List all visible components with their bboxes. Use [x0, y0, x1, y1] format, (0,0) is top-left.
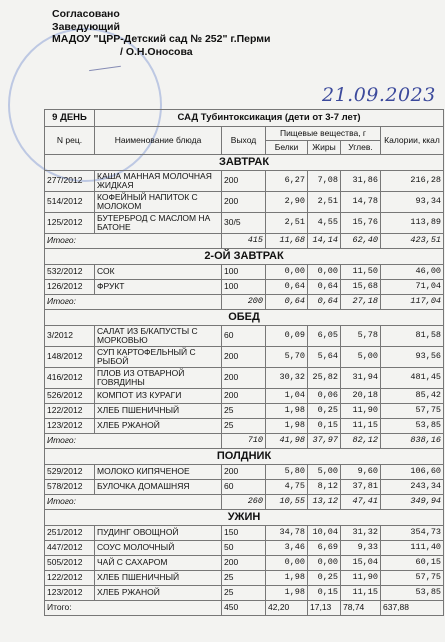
- calories-value: 46,00: [381, 265, 444, 280]
- total-fat: 14,14: [308, 234, 341, 249]
- calories-value: 53,85: [381, 419, 444, 434]
- calories-value: 106,60: [381, 465, 444, 480]
- protein-value: 1,98: [266, 586, 308, 601]
- portion-size: 25: [222, 586, 266, 601]
- calories-value: 53,85: [381, 586, 444, 601]
- recipe-number: 526/2012: [45, 389, 95, 404]
- dish-name: МОЛОКО КИПЯЧЕНОЕ: [95, 465, 222, 480]
- total-carbs: 27,18: [341, 295, 381, 310]
- recipe-number: 123/2012: [45, 586, 95, 601]
- total-calories: 423,51: [381, 234, 444, 249]
- dish-name: ПУДИНГ ОВОЩНОЙ: [95, 526, 222, 541]
- protein-value: 2,90: [266, 192, 308, 213]
- grand-total-portion: 450: [222, 601, 266, 616]
- total-label: Итого:: [45, 495, 222, 510]
- calories-value: 85,42: [381, 389, 444, 404]
- protein-value: 1,98: [266, 404, 308, 419]
- dish-name: ПЛОВ ИЗ ОТВАРНОЙ ГОВЯДИНЫ: [95, 368, 222, 389]
- portion-size: 100: [222, 265, 266, 280]
- recipe-number: 122/2012: [45, 571, 95, 586]
- col-fat-header: Жиры: [308, 141, 341, 155]
- dish-name: КАША МАННАЯ МОЛОЧНАЯ ЖИДКАЯ: [95, 171, 222, 192]
- fat-value: 0,00: [308, 265, 341, 280]
- carbs-value: 11,90: [341, 404, 381, 419]
- portion-size: 25: [222, 404, 266, 419]
- portion-size: 25: [222, 419, 266, 434]
- total-portion: 415: [222, 234, 266, 249]
- carbs-value: 9,33: [341, 541, 381, 556]
- calories-value: 216,28: [381, 171, 444, 192]
- portion-size: 25: [222, 571, 266, 586]
- section-total-row: [45, 495, 444, 510]
- calories-value: 71,04: [381, 280, 444, 295]
- carbs-value: 11,15: [341, 419, 381, 434]
- carbs-value: 5,00: [341, 347, 381, 368]
- section-header: [45, 510, 444, 526]
- col-prot-header: Белки: [266, 141, 308, 155]
- col-carb-header: Углев.: [341, 141, 381, 155]
- total-fat: 13,12: [308, 495, 341, 510]
- section-title: ОБЕД: [45, 310, 444, 326]
- menu-row: [45, 265, 444, 280]
- dish-name: БУТЕРБРОД С МАСЛОМ НА БАТОНЕ: [95, 213, 222, 234]
- menu-row: [45, 419, 444, 434]
- total-label: Итого:: [45, 434, 222, 449]
- approval-line: Согласовано: [52, 8, 120, 20]
- handwritten-date: 21.09.2023: [322, 84, 436, 106]
- section-title: 2-ОЙ ЗАВТРАК: [45, 249, 444, 265]
- calories-value: 113,89: [381, 213, 444, 234]
- dish-name: ХЛЕБ ПШЕНИЧНЫЙ: [95, 571, 222, 586]
- dish-name: ХЛЕБ РЖАНОЙ: [95, 419, 222, 434]
- menu-row: [45, 480, 444, 495]
- menu-row: [45, 192, 444, 213]
- menu-row: [45, 526, 444, 541]
- grand-total-protein: 42,20: [266, 601, 308, 616]
- recipe-number: 125/2012: [45, 213, 95, 234]
- calories-value: 57,75: [381, 571, 444, 586]
- recipe-number: 123/2012: [45, 419, 95, 434]
- fat-value: 8,12: [308, 480, 341, 495]
- total-portion: 710: [222, 434, 266, 449]
- dish-name: ФРУКТ: [95, 280, 222, 295]
- calories-value: 93,56: [381, 347, 444, 368]
- fat-value: 0,00: [308, 556, 341, 571]
- carbs-value: 14,78: [341, 192, 381, 213]
- section-total-row: [45, 295, 444, 310]
- section-title: ПОЛДНИК: [45, 449, 444, 465]
- portion-size: 200: [222, 556, 266, 571]
- fat-value: 0,25: [308, 571, 341, 586]
- total-protein: 0,64: [266, 295, 308, 310]
- dish-name: ХЛЕБ ПШЕНИЧНЫЙ: [95, 404, 222, 419]
- calories-value: 111,40: [381, 541, 444, 556]
- dish-name: САЛАТ ИЗ Б/КАПУСТЫ С МОРКОВЬЮ: [95, 326, 222, 347]
- fat-value: 6,69: [308, 541, 341, 556]
- section-header: [45, 249, 444, 265]
- recipe-number: 505/2012: [45, 556, 95, 571]
- carbs-value: 11,50: [341, 265, 381, 280]
- portion-size: 200: [222, 347, 266, 368]
- col-out-header: Выход: [222, 127, 266, 155]
- carbs-value: 11,15: [341, 586, 381, 601]
- carbs-value: 9,60: [341, 465, 381, 480]
- recipe-number: 532/2012: [45, 265, 95, 280]
- portion-size: 200: [222, 368, 266, 389]
- recipe-number: 514/2012: [45, 192, 95, 213]
- dish-name: СОУС МОЛОЧНЫЙ: [95, 541, 222, 556]
- fat-value: 10,04: [308, 526, 341, 541]
- recipe-number: 122/2012: [45, 404, 95, 419]
- protein-value: 0,00: [266, 556, 308, 571]
- grand-total-calories: 637,88: [381, 601, 444, 616]
- portion-size: 60: [222, 480, 266, 495]
- menu-row: [45, 465, 444, 480]
- menu-row: [45, 389, 444, 404]
- approval-header: [52, 8, 271, 58]
- fat-value: 4,55: [308, 213, 341, 234]
- carbs-value: 15,68: [341, 280, 381, 295]
- portion-size: 150: [222, 526, 266, 541]
- grand-total-row: [45, 601, 444, 616]
- fat-value: 7,08: [308, 171, 341, 192]
- recipe-number: 529/2012: [45, 465, 95, 480]
- menu-row: [45, 541, 444, 556]
- calories-value: 60,15: [381, 556, 444, 571]
- menu-row: [45, 571, 444, 586]
- total-carbs: 47,41: [341, 495, 381, 510]
- protein-value: 0,00: [266, 265, 308, 280]
- portion-size: 30/5: [222, 213, 266, 234]
- protein-value: 0,09: [266, 326, 308, 347]
- protein-value: 0,64: [266, 280, 308, 295]
- carbs-value: 5,78: [341, 326, 381, 347]
- portion-size: 200: [222, 171, 266, 192]
- dish-name: ЧАЙ С САХАРОМ: [95, 556, 222, 571]
- section-title: УЖИН: [45, 510, 444, 526]
- total-fat: 0,64: [308, 295, 341, 310]
- total-carbs: 82,12: [341, 434, 381, 449]
- section-header: [45, 155, 444, 171]
- menu-row: [45, 586, 444, 601]
- fat-value: 2,51: [308, 192, 341, 213]
- carbs-value: 37,81: [341, 480, 381, 495]
- total-calories: 838,16: [381, 434, 444, 449]
- protein-value: 5,70: [266, 347, 308, 368]
- recipe-number: 126/2012: [45, 280, 95, 295]
- portion-size: 200: [222, 192, 266, 213]
- total-label: Итого:: [45, 295, 222, 310]
- grand-total-label: Итого:: [45, 601, 222, 616]
- calories-value: 81,58: [381, 326, 444, 347]
- col-nutr-header: Пищевые вещества, г: [266, 127, 381, 141]
- recipe-number: 578/2012: [45, 480, 95, 495]
- portion-size: 60: [222, 326, 266, 347]
- menu-title: САД Тубинтоксикация (дети от 3-7 лет): [95, 110, 444, 127]
- grand-total-fat: 17,13: [308, 601, 341, 616]
- protein-value: 6,27: [266, 171, 308, 192]
- col-rec-header: N рец.: [45, 127, 95, 155]
- total-calories: 117,04: [381, 295, 444, 310]
- fat-value: 6,05: [308, 326, 341, 347]
- portion-size: 200: [222, 465, 266, 480]
- dish-name: КОМПОТ ИЗ КУРАГИ: [95, 389, 222, 404]
- section-header: [45, 310, 444, 326]
- dish-name: СУП КАРТОФЕЛЬНЫЙ С РЫБОЙ: [95, 347, 222, 368]
- protein-value: 30,32: [266, 368, 308, 389]
- total-calories: 349,94: [381, 495, 444, 510]
- dish-name: БУЛОЧКА ДОМАШНЯЯ: [95, 480, 222, 495]
- dish-name: СОК: [95, 265, 222, 280]
- total-protein: 10,55: [266, 495, 308, 510]
- carbs-value: 15,76: [341, 213, 381, 234]
- total-fat: 37,97: [308, 434, 341, 449]
- recipe-number: 251/2012: [45, 526, 95, 541]
- grand-total-carbs: 78,74: [341, 601, 381, 616]
- protein-value: 2,51: [266, 213, 308, 234]
- section-total-row: [45, 234, 444, 249]
- total-carbs: 62,40: [341, 234, 381, 249]
- menu-row: [45, 347, 444, 368]
- fat-value: 0,25: [308, 404, 341, 419]
- fat-value: 5,00: [308, 465, 341, 480]
- recipe-number: 416/2012: [45, 368, 95, 389]
- protein-value: 5,80: [266, 465, 308, 480]
- menu-row: [45, 213, 444, 234]
- total-protein: 41,98: [266, 434, 308, 449]
- protein-value: 1,04: [266, 389, 308, 404]
- carbs-value: 11,90: [341, 571, 381, 586]
- menu-row: [45, 556, 444, 571]
- portion-size: 200: [222, 389, 266, 404]
- protein-value: 1,98: [266, 571, 308, 586]
- col-name-header: Наименование блюда: [95, 127, 222, 155]
- total-protein: 11,68: [266, 234, 308, 249]
- dish-name: ХЛЕБ РЖАНОЙ: [95, 586, 222, 601]
- calories-value: 93,34: [381, 192, 444, 213]
- day-label: 9 ДЕНЬ: [45, 110, 95, 127]
- calories-value: 354,73: [381, 526, 444, 541]
- fat-value: 0,64: [308, 280, 341, 295]
- fat-value: 5,64: [308, 347, 341, 368]
- carbs-value: 31,86: [341, 171, 381, 192]
- total-portion: 200: [222, 295, 266, 310]
- carbs-value: 31,32: [341, 526, 381, 541]
- fat-value: 25,82: [308, 368, 341, 389]
- total-label: Итого:: [45, 234, 222, 249]
- section-title: ЗАВТРАК: [45, 155, 444, 171]
- fat-value: 0,06: [308, 389, 341, 404]
- calories-value: 243,34: [381, 480, 444, 495]
- col-cal-header: Калории, ккал: [381, 127, 444, 155]
- position-line: Заведующий: [52, 20, 120, 33]
- section-total-row: [45, 434, 444, 449]
- calories-value: 57,75: [381, 404, 444, 419]
- menu-row: [45, 368, 444, 389]
- organization-line: МАДОУ "ЦРР-Детский сад № 252" г.Перми: [52, 33, 271, 45]
- menu-table: [44, 109, 444, 616]
- recipe-number: 3/2012: [45, 326, 95, 347]
- carbs-value: 20,18: [341, 389, 381, 404]
- menu-row: [45, 326, 444, 347]
- dish-name: КОФЕЙНЫЙ НАПИТОК С МОЛОКОМ: [95, 192, 222, 213]
- carbs-value: 15,04: [341, 556, 381, 571]
- recipe-number: 447/2012: [45, 541, 95, 556]
- fat-value: 0,15: [308, 586, 341, 601]
- protein-value: 3,46: [266, 541, 308, 556]
- total-portion: 260: [222, 495, 266, 510]
- menu-row: [45, 280, 444, 295]
- fat-value: 0,15: [308, 419, 341, 434]
- carbs-value: 31,94: [341, 368, 381, 389]
- section-header: [45, 449, 444, 465]
- recipe-number: 148/2012: [45, 347, 95, 368]
- protein-value: 4,75: [266, 480, 308, 495]
- menu-row: [45, 404, 444, 419]
- calories-value: 481,45: [381, 368, 444, 389]
- protein-value: 1,98: [266, 419, 308, 434]
- menu-row: [45, 171, 444, 192]
- signatory-line: / О.Н.Оносова: [120, 45, 193, 58]
- portion-size: 100: [222, 280, 266, 295]
- portion-size: 50: [222, 541, 266, 556]
- recipe-number: 277/2012: [45, 171, 95, 192]
- protein-value: 34,78: [266, 526, 308, 541]
